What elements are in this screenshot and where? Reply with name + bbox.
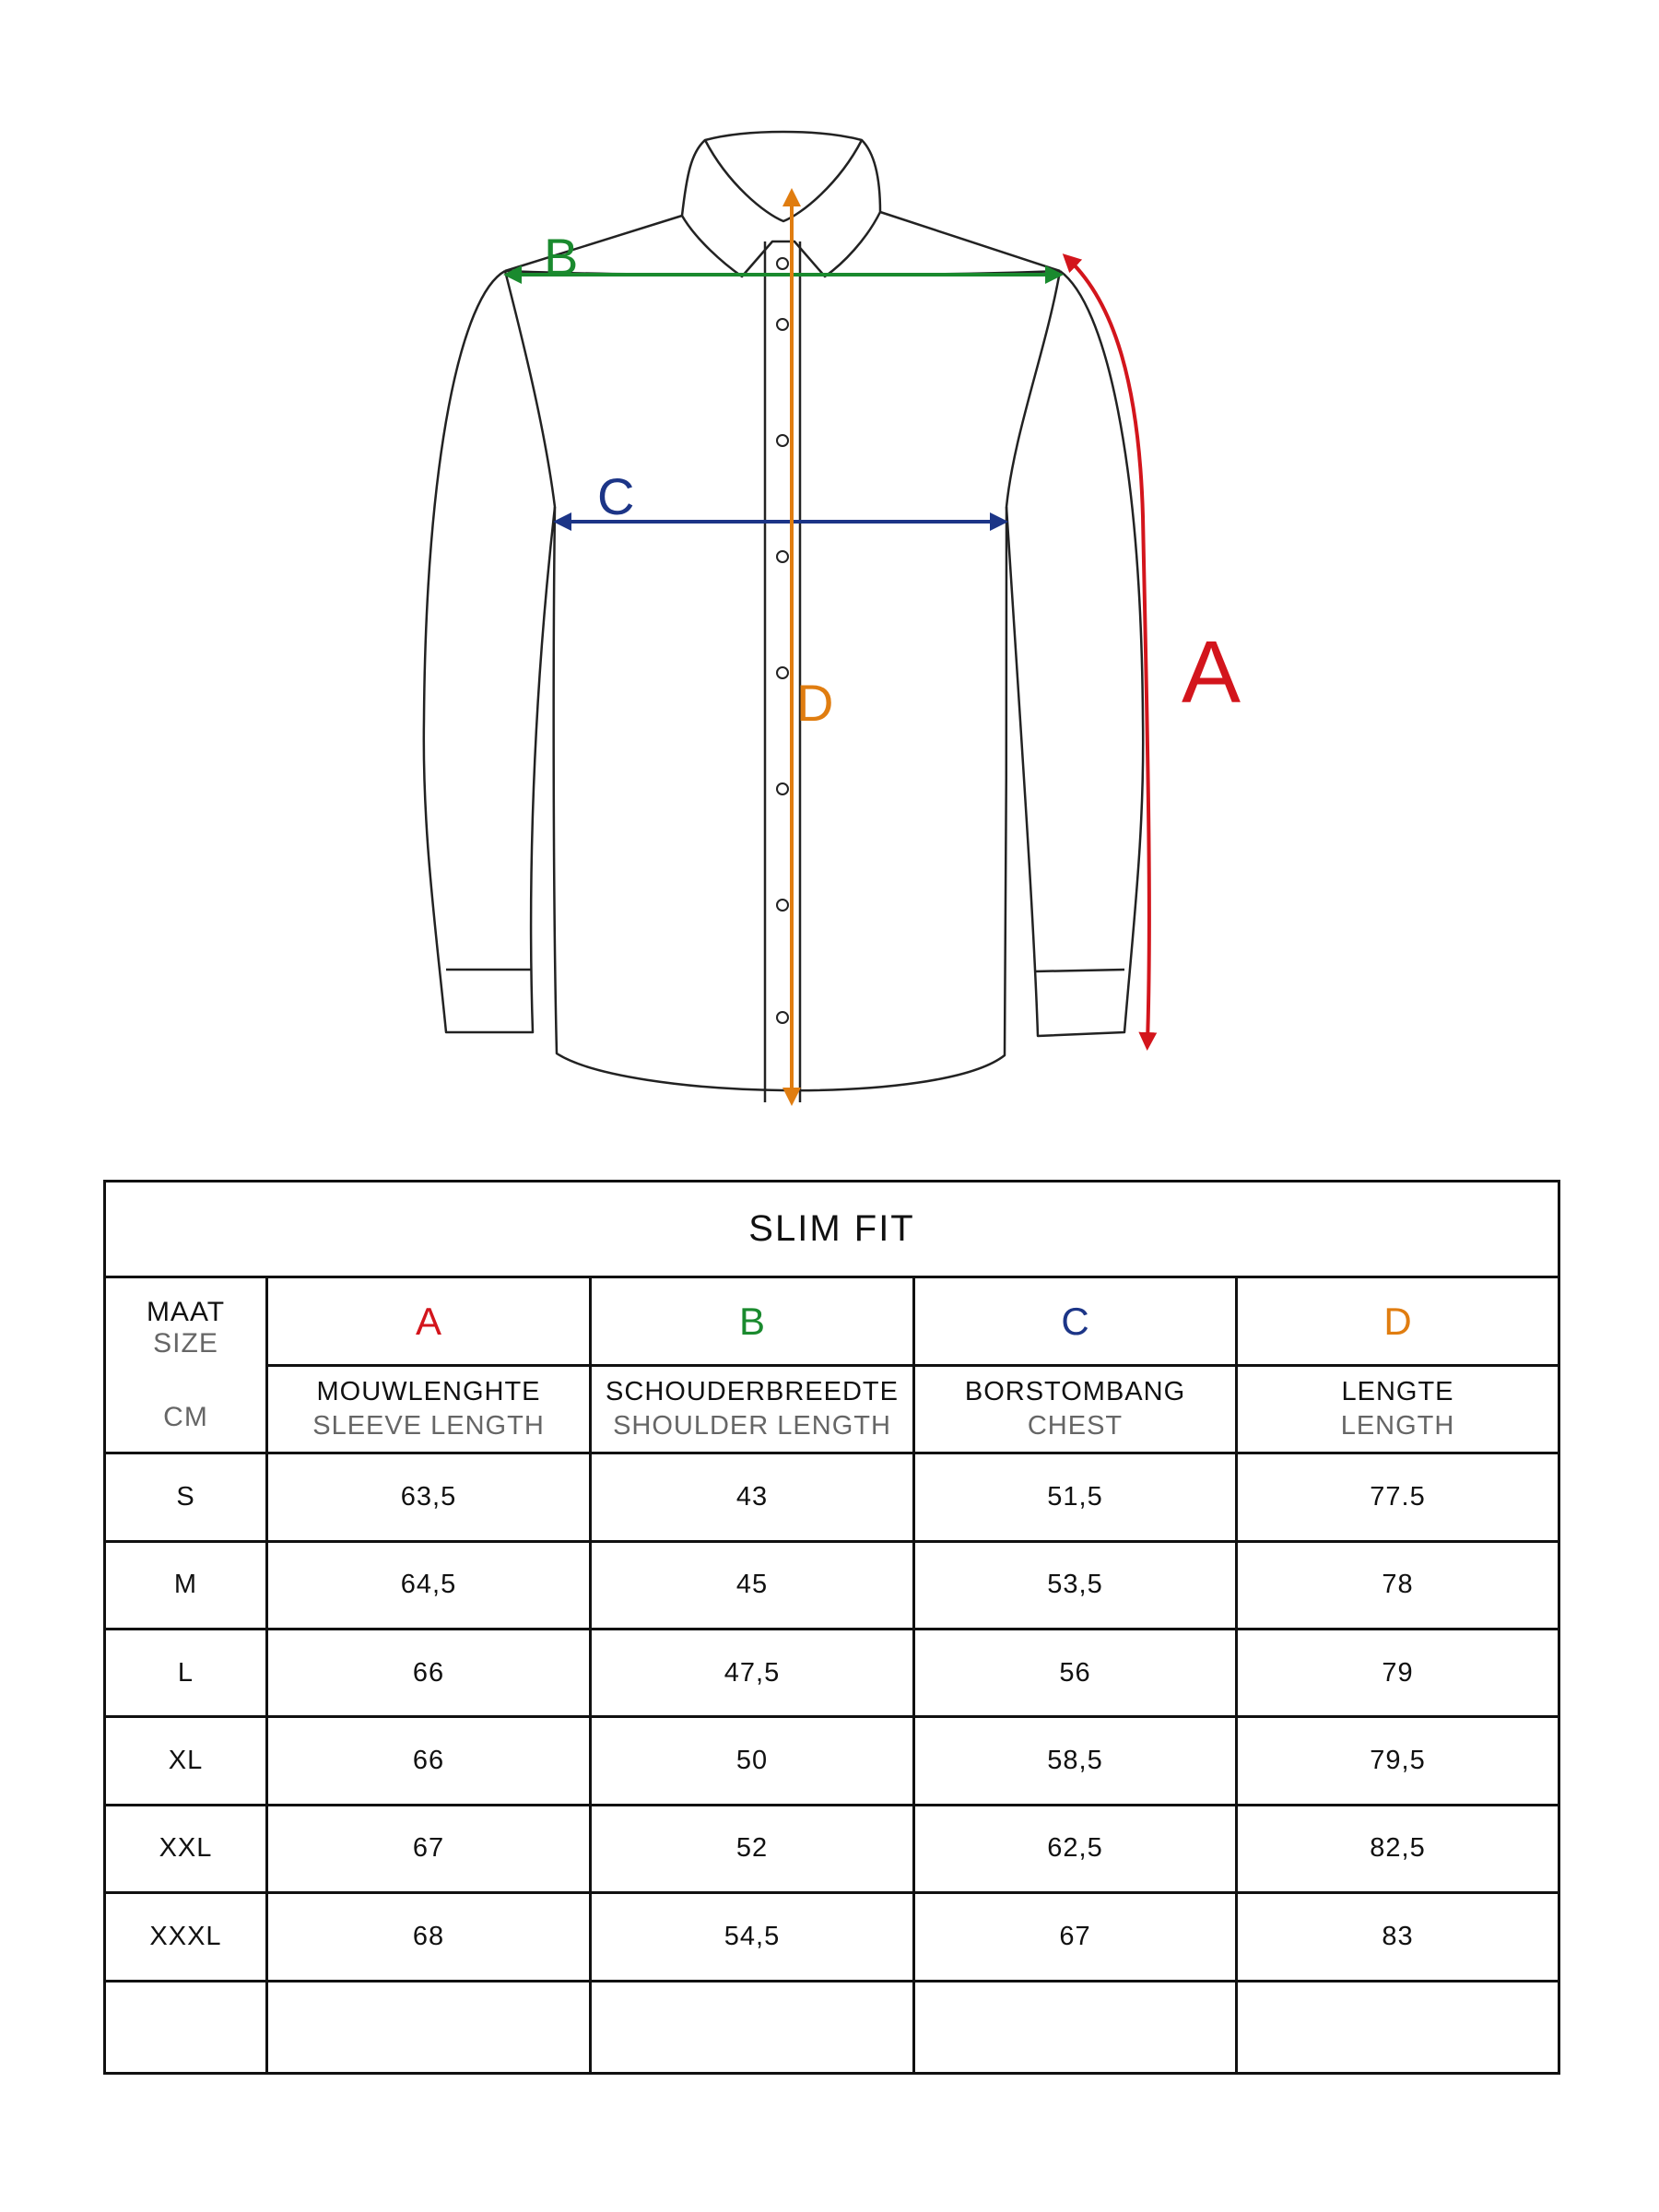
table-cell: 52 — [591, 1805, 914, 1892]
shirt-right-shoulder — [880, 212, 1060, 271]
table-cell: 47,5 — [591, 1629, 914, 1716]
measure-a-arrow — [1069, 260, 1149, 1041]
shirt-outline — [424, 132, 1143, 1102]
table-cell: 66 — [267, 1717, 591, 1805]
shirt-button — [777, 258, 788, 269]
table-row-empty — [105, 1981, 1559, 2073]
corner-size: SIZE — [153, 1328, 218, 1359]
column-name: SCHOUDERBREEDTE — [606, 1377, 899, 1406]
column-name: LENGTE — [1341, 1377, 1454, 1406]
table-cell — [1237, 1981, 1559, 2073]
table-cell: 56 — [914, 1629, 1237, 1716]
table-cell: 63,5 — [267, 1453, 591, 1541]
table-cell: 50 — [591, 1717, 914, 1805]
table-letter-row — [105, 1277, 1559, 1365]
size-label — [105, 1981, 267, 2073]
shirt-button — [777, 900, 788, 911]
column-letter-a: A — [267, 1277, 591, 1365]
table-cell — [591, 1981, 914, 2073]
column-letter-d: D — [1237, 1277, 1559, 1365]
table-cell: 68 — [267, 1893, 591, 1981]
table-cell: 82,5 — [1237, 1805, 1559, 1892]
table-cell: 66 — [267, 1629, 591, 1716]
table-cell: 67 — [267, 1805, 591, 1892]
shirt-body — [505, 271, 1060, 1090]
table-title: SLIM FIT — [105, 1182, 1559, 1277]
column-letter-c: C — [914, 1277, 1237, 1365]
table-cell — [267, 1981, 591, 2073]
table-cell: 67 — [914, 1893, 1237, 1981]
measure-a-label: A — [1182, 623, 1241, 722]
size-label: XL — [105, 1717, 267, 1805]
shirt-button — [777, 551, 788, 562]
table-cell: 51,5 — [914, 1453, 1237, 1541]
table-cell: 54,5 — [591, 1893, 914, 1981]
table-cell: 62,5 — [914, 1805, 1237, 1892]
column-letter-b: B — [591, 1277, 914, 1365]
table-header-row — [105, 1365, 1559, 1453]
measure-d-label: D — [796, 674, 834, 732]
shirt-button — [777, 1012, 788, 1023]
shirt-button — [777, 319, 788, 330]
table-cell: 79,5 — [1237, 1717, 1559, 1805]
measure-c-label: C — [597, 467, 635, 525]
column-name: MOUWLENGHTE — [316, 1377, 541, 1406]
shirt-collar-band — [705, 140, 862, 221]
table-cell — [914, 1981, 1237, 2073]
shirt-button — [777, 435, 788, 446]
table-row — [105, 1453, 1559, 1541]
shirt-left-sleeve — [424, 271, 555, 1032]
size-table — [103, 1180, 1560, 2075]
measure-b-label: B — [544, 228, 579, 286]
shirt-button — [777, 783, 788, 794]
table-cell: 79 — [1237, 1629, 1559, 1716]
size-label: S — [105, 1453, 267, 1541]
shirt-button — [777, 667, 788, 678]
table-cell: 45 — [591, 1541, 914, 1629]
column-name: BORSTOMBANG — [964, 1377, 1186, 1406]
shirt-left-shoulder — [505, 216, 682, 271]
table-title-row — [105, 1182, 1559, 1277]
size-label: XXL — [105, 1805, 267, 1892]
table-cell: 53,5 — [914, 1541, 1237, 1629]
table-cell: 43 — [591, 1453, 914, 1541]
table-row — [105, 1629, 1559, 1716]
table-cell: 78 — [1237, 1541, 1559, 1629]
size-label: M — [105, 1541, 267, 1629]
size-label: XXXL — [105, 1893, 267, 1981]
column-header-b — [591, 1365, 914, 1453]
table-row — [105, 1717, 1559, 1805]
column-name-en: LENGTH — [1340, 1411, 1455, 1441]
column-header-a — [267, 1365, 591, 1453]
corner-cell — [105, 1277, 267, 1453]
corner-cm: CM — [163, 1402, 208, 1433]
table-row — [105, 1893, 1559, 1981]
table-cell: 64,5 — [267, 1541, 591, 1629]
table-cell: 77.5 — [1237, 1453, 1559, 1541]
shirt-right-sleeve — [1006, 271, 1143, 1036]
shirt-right-cuff — [1034, 970, 1124, 971]
table-row — [105, 1541, 1559, 1629]
column-name-en: SLEEVE LENGTH — [312, 1411, 545, 1441]
table-row — [105, 1805, 1559, 1892]
column-header-c — [914, 1365, 1237, 1453]
corner-maat: MAAT — [146, 1297, 226, 1328]
table-cell: 83 — [1237, 1893, 1559, 1981]
table-cell: 58,5 — [914, 1717, 1237, 1805]
shirt-buttons — [777, 258, 788, 1023]
size-label: L — [105, 1629, 267, 1716]
column-name-en: SHOULDER LENGTH — [613, 1411, 891, 1441]
column-name-en: CHEST — [1027, 1411, 1124, 1441]
column-header-d — [1237, 1365, 1559, 1453]
